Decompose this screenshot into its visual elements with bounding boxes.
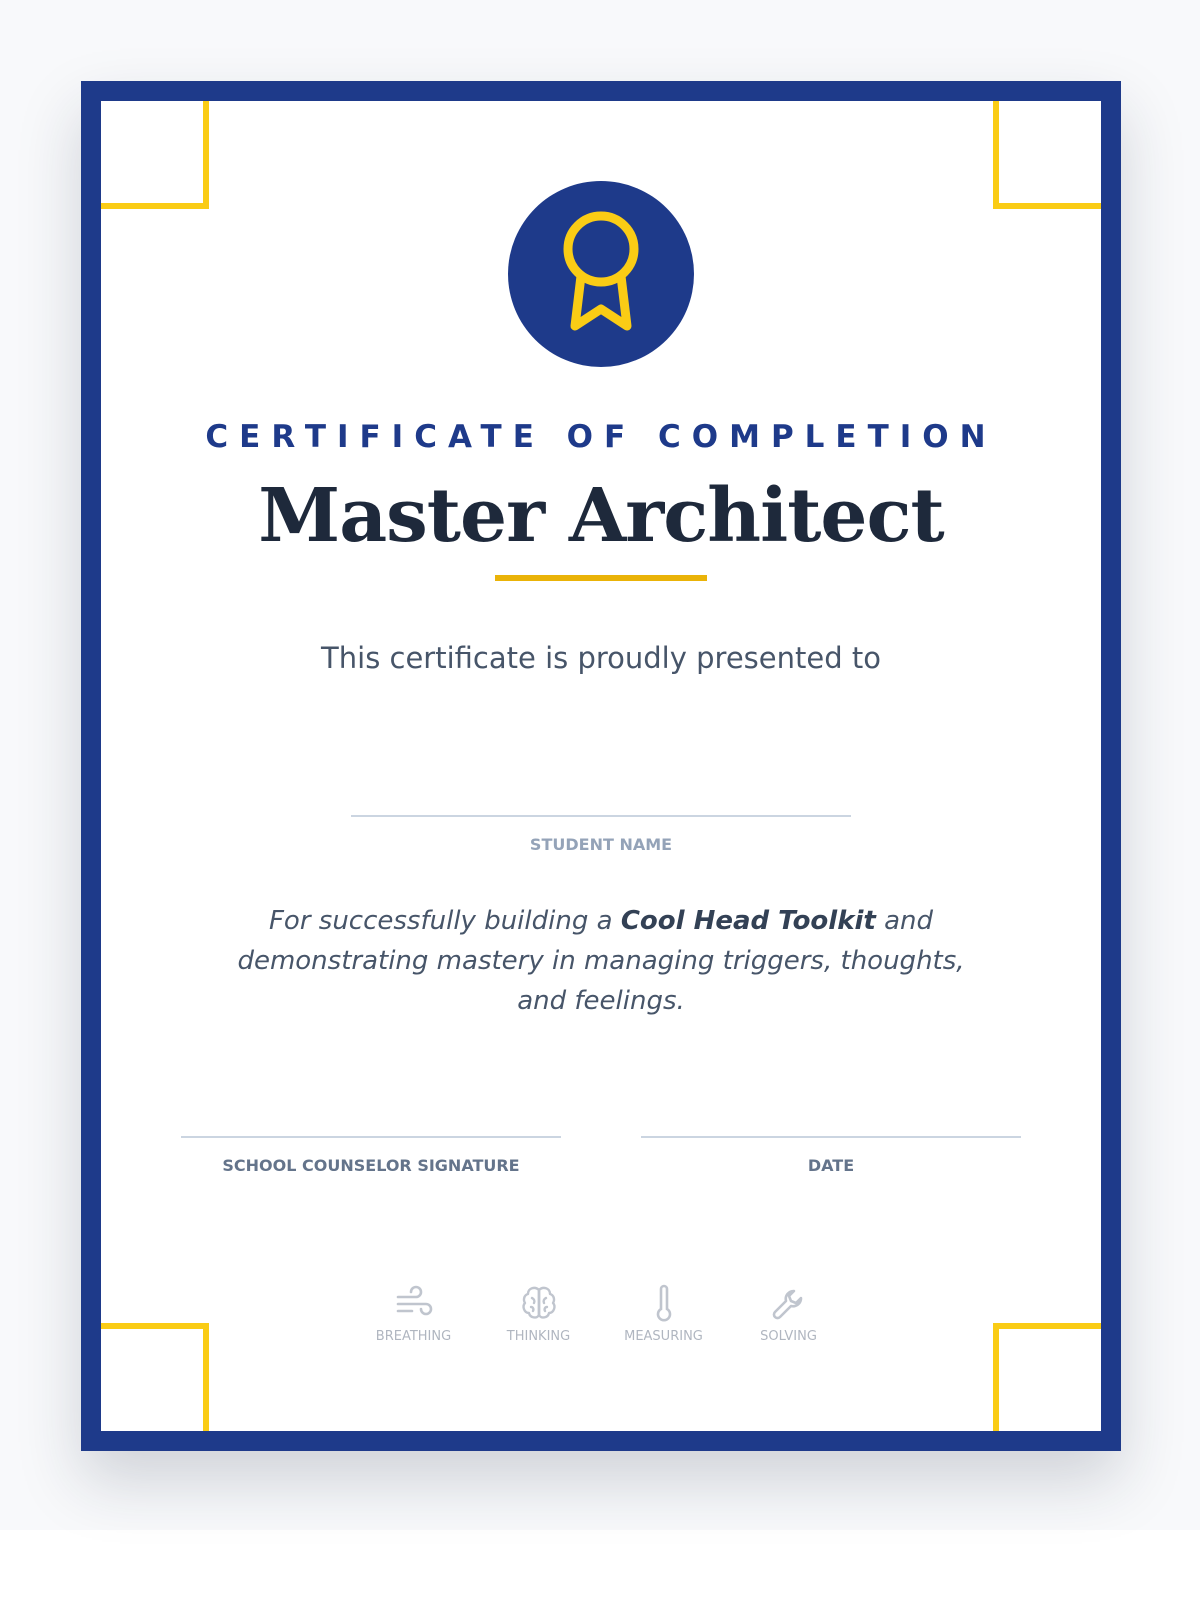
corner-accent-top-right <box>993 101 1101 209</box>
completion-reason <box>216 901 986 1021</box>
reason-emphasis: Cool Head Toolkit <box>620 906 876 936</box>
reason-suffix: and demonstrating mastery in managing triggers, thoughts, and feelings. <box>237 906 965 1016</box>
thermometer-icon <box>644 1283 684 1323</box>
brain-icon <box>519 1283 559 1323</box>
skill-label: BREATHING <box>375 1329 452 1344</box>
certificate <box>81 81 1121 1451</box>
signature-line <box>181 1136 561 1138</box>
skill-label: MEASURING <box>624 1329 703 1344</box>
date-label: DATE <box>807 1156 855 1175</box>
student-name-label: STUDENT NAME <box>529 835 673 854</box>
date-line <box>641 1136 1021 1138</box>
skills-icon-row <box>101 1283 1101 1344</box>
skill-measuring <box>601 1283 726 1344</box>
skill-label: THINKING <box>506 1329 571 1344</box>
certificate-eyebrow: CERTIFICATE OF COMPLETION <box>205 419 997 455</box>
presented-to-text: This certificate is proudly presented to <box>321 641 881 675</box>
title-underline <box>495 575 707 581</box>
student-name-line <box>351 815 851 817</box>
medal-badge <box>508 181 694 367</box>
skill-label: SOLVING <box>760 1329 817 1344</box>
skill-thinking <box>476 1283 601 1344</box>
certificate-title: Master Architect <box>258 473 944 559</box>
skill-breathing <box>351 1283 476 1344</box>
corner-accent-top-left <box>101 101 209 209</box>
wind-icon <box>394 1283 434 1323</box>
skill-solving <box>726 1283 851 1344</box>
signature-label: SCHOOL COUNSELOR SIGNATURE <box>222 1156 520 1175</box>
reason-prefix: For successfully building a <box>268 906 621 936</box>
award-ribbon-icon <box>551 209 651 339</box>
wrench-icon <box>769 1283 809 1323</box>
